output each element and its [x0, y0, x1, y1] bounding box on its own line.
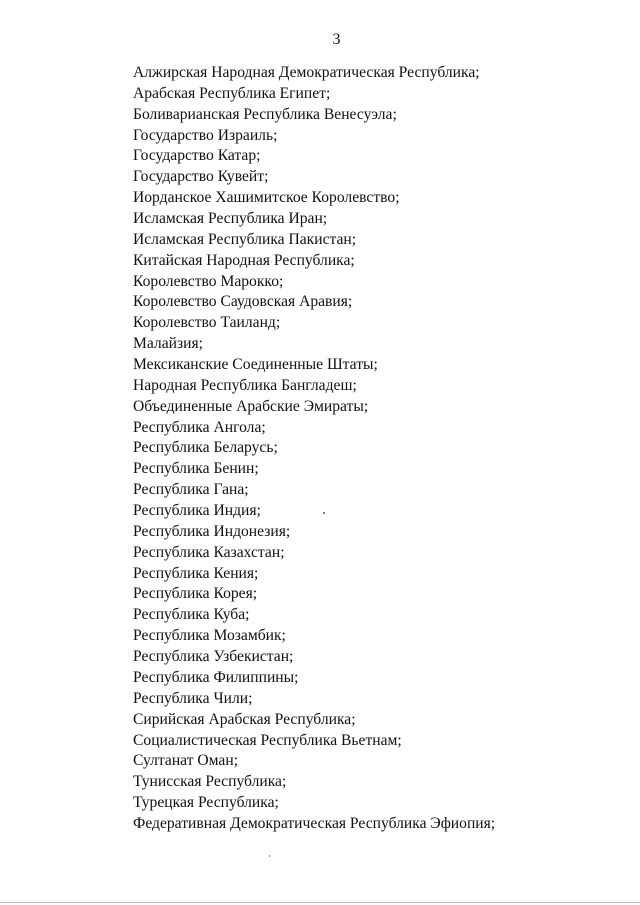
country-list-item: Республика Гана; — [133, 481, 249, 499]
country-list-item: Республика Индия; — [133, 502, 261, 520]
scan-speck — [269, 855, 270, 857]
country-list-item: Турецкая Республика; — [133, 794, 279, 812]
country-list-item: Республика Бенин; — [133, 460, 259, 478]
country-list-item: Республика Чили; — [133, 689, 253, 707]
country-list-item: Республика Индонезия; — [133, 522, 291, 540]
country-list-item: Республика Филиппины; — [133, 668, 299, 686]
country-list-item: Сирийская Арабская Республика; — [133, 710, 356, 728]
country-list-item: Иорданское Хашимитское Королевство; — [133, 189, 400, 207]
country-list-item: Государство Кувейт; — [133, 168, 269, 186]
country-list-item: Королевство Саудовская Аравия; — [133, 293, 353, 311]
country-list-item: Республика Казахстан; — [133, 543, 285, 561]
country-list-item: Исламская Республика Пакистан; — [133, 230, 357, 248]
country-list-item: Республика Ангола; — [133, 418, 266, 436]
country-list-item: Республика Беларусь; — [133, 439, 278, 457]
country-list-item: Республика Кения; — [133, 564, 259, 582]
country-list-item: Государство Катар; — [133, 147, 261, 165]
country-list-item: Арабская Республика Египет; — [133, 84, 331, 102]
country-list-item: Китайская Народная Республика; — [133, 251, 355, 269]
country-list-item: Малайзия; — [133, 335, 203, 353]
country-list-item: Объединенные Арабские Эмираты; — [133, 397, 369, 415]
country-list-item: Султанат Оман; — [133, 752, 239, 770]
country-list — [133, 63, 495, 835]
country-list-item: Королевство Марокко; — [133, 272, 284, 290]
scan-speck — [323, 512, 325, 514]
country-list-item: Федеративная Демократическая Республика Эфиопия; — [133, 814, 496, 832]
country-list-item: Алжирская Народная Демократическая Республика; — [133, 64, 480, 81]
country-list-item: Мексиканские Соединенные Штаты; — [133, 356, 378, 374]
country-list-item: Королевство Таиланд; — [133, 314, 281, 332]
country-list-item: Республика Куба; — [133, 606, 250, 624]
page-number: 3 — [332, 31, 341, 48]
country-list-item: Тунисская Республика; — [133, 773, 287, 791]
country-list-item: Республика Мозамбик; — [133, 627, 286, 645]
page-bottom-edge — [0, 902, 640, 903]
country-list-item: Республика Корея; — [133, 585, 258, 603]
country-list-item: Боливарианская Республика Венесуэла; — [133, 105, 397, 123]
country-list-item: Республика Узбекистан; — [133, 648, 294, 666]
country-list-item: Исламская Республика Иран; — [133, 210, 328, 228]
country-list-item: Государство Израиль; — [133, 126, 278, 144]
country-list-item: Социалистическая Республика Вьетнам; — [133, 731, 402, 749]
country-list-item: Народная Республика Бангладеш; — [133, 376, 357, 394]
